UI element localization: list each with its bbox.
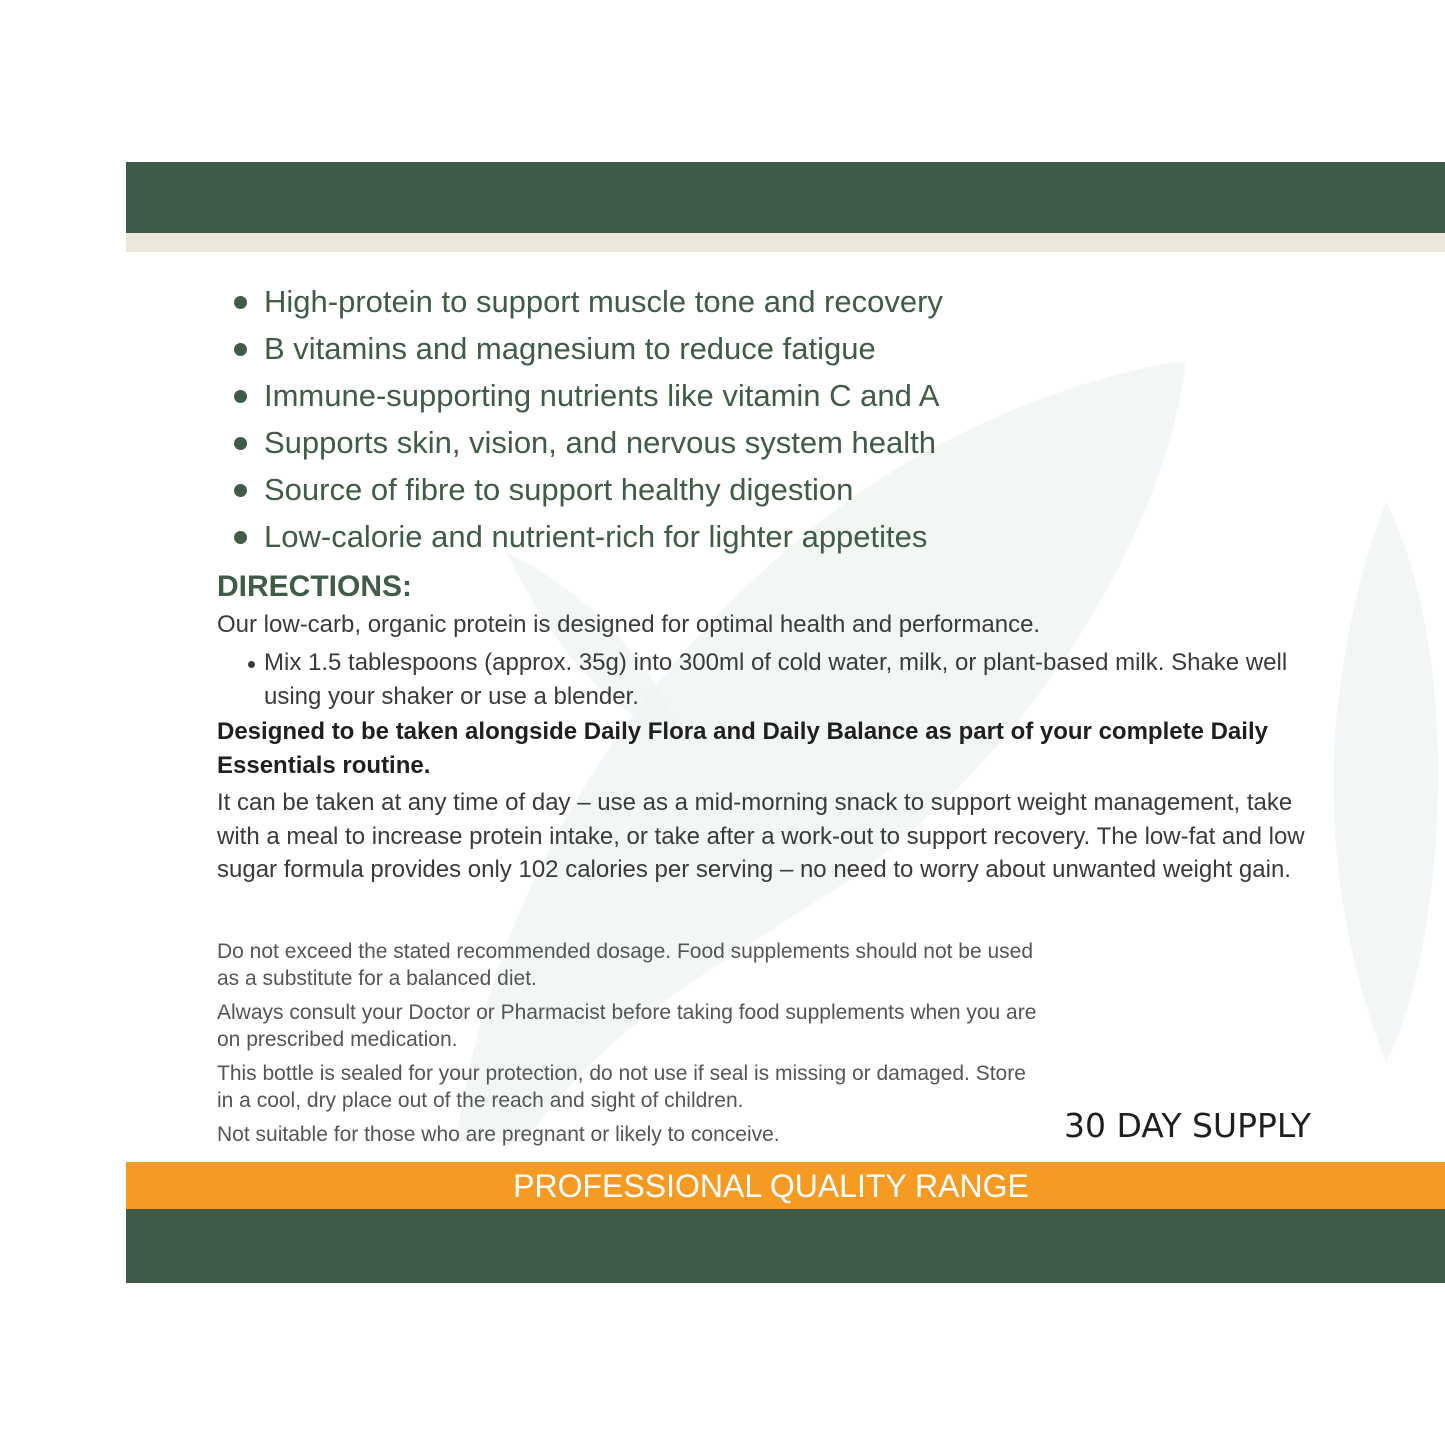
benefit-text: High-protein to support muscle tone and recovery bbox=[264, 284, 943, 319]
warning-text: Always consult your Doctor or Pharmacist before taking food supplements when you are on prescribed medication. bbox=[217, 1001, 1037, 1051]
bullet-icon bbox=[248, 661, 255, 668]
directions-intro: Our low-carb, organic protein is designed for optimal health and performance. bbox=[217, 611, 1041, 638]
mix-instruction-text: Mix 1.5 tablespoons (approx. 35g) into 300ml of cold water, milk, or plant-based milk. Shake well using your shaker or use a blender. bbox=[264, 649, 1288, 710]
mix-instruction bbox=[248, 646, 1344, 714]
warnings-block bbox=[217, 938, 1037, 1155]
benefit-text: Immune-supporting nutrients like vitamin C and A bbox=[264, 378, 940, 413]
bullet-icon bbox=[234, 484, 247, 497]
benefit-text: Supports skin, vision, and nervous system health bbox=[264, 425, 937, 460]
benefit-item bbox=[234, 468, 943, 515]
usage-text: It can be taken at any time of day – use as a mid-morning snack to support weight management, take with a meal to increase protein intake, or take after a work-out to support recovery. The low-fat and low sugar formula provides only 102 calories per serving – no need to worry about unwanted weight gain. bbox=[217, 789, 1305, 883]
benefit-item bbox=[234, 374, 943, 421]
benefit-item bbox=[234, 515, 943, 562]
bottom-green-band bbox=[126, 1209, 1445, 1283]
bullet-icon bbox=[234, 296, 247, 309]
product-label bbox=[126, 162, 1445, 1283]
supply-label: 30 DAY SUPPLY bbox=[1064, 1106, 1312, 1145]
bullet-icon bbox=[234, 531, 247, 544]
benefit-item bbox=[234, 421, 943, 468]
directions-heading: DIRECTIONS: bbox=[217, 570, 412, 603]
benefit-text: Source of fibre to support healthy digestion bbox=[264, 472, 854, 507]
label-content bbox=[126, 162, 1445, 1283]
warning-text: Not suitable for those who are pregnant or likely to conceive. bbox=[217, 1123, 780, 1146]
benefit-text: B vitamins and magnesium to reduce fatigue bbox=[264, 331, 876, 366]
benefit-item bbox=[234, 280, 943, 327]
benefit-text: Low-calorie and nutrient-rich for lighter appetites bbox=[264, 519, 928, 554]
range-label: PROFESSIONAL QUALITY RANGE bbox=[513, 1168, 1029, 1204]
benefit-item bbox=[234, 327, 943, 374]
warning-text: This bottle is sealed for your protection, do not use if seal is missing or damaged. Store in a cool, dry place out of the reach and sight of children. bbox=[217, 1062, 1026, 1112]
orange-range-band bbox=[126, 1162, 1445, 1209]
warning-text: Do not exceed the stated recommended dosage. Food supplements should not be used as a substitute for a balanced diet. bbox=[217, 940, 1034, 990]
bullet-icon bbox=[234, 437, 247, 450]
benefits-list bbox=[234, 280, 943, 562]
bullet-icon bbox=[234, 343, 247, 356]
bullet-icon bbox=[234, 390, 247, 403]
designed-note: Designed to be taken alongside Daily Flora and Daily Balance as part of your complete Daily Essentials routine. bbox=[217, 718, 1268, 779]
